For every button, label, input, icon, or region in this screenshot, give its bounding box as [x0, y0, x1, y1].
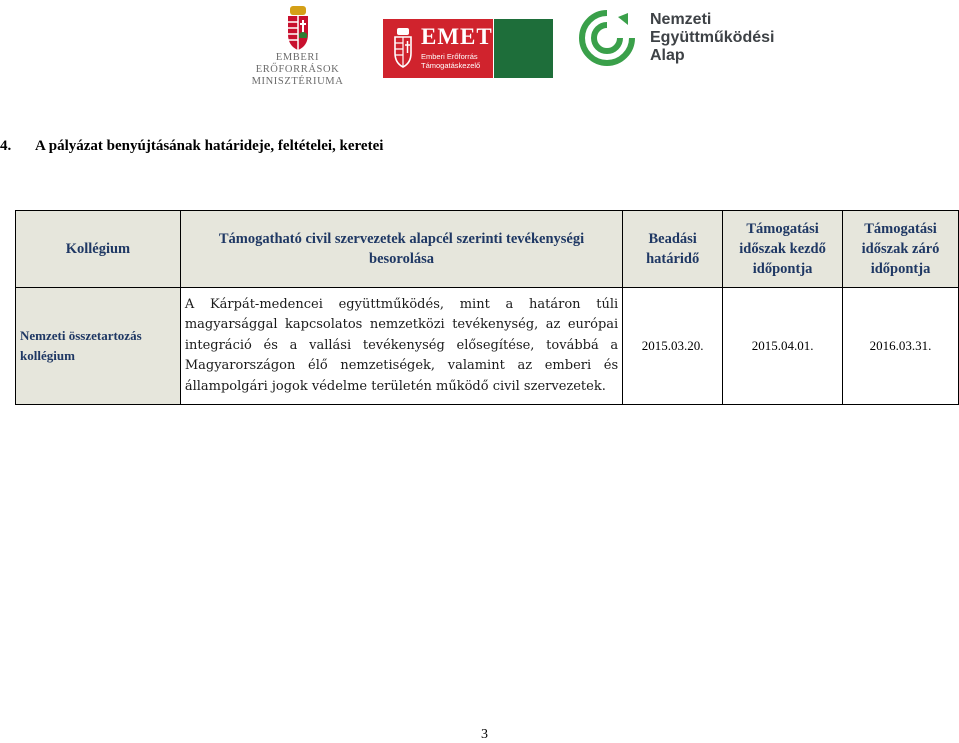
table-header-row: [16, 211, 959, 288]
header-deadline: Beadási határidő: [623, 211, 723, 288]
header-end: Támogatási időszak záró időpontja: [843, 211, 959, 288]
cell-end: 2016.03.31.: [843, 288, 959, 405]
cell-start: 2015.04.01.: [723, 288, 843, 405]
coat-of-arms-icon: [282, 4, 314, 52]
coat-of-arms-icon: [392, 27, 414, 69]
table-row: [16, 288, 959, 405]
section-heading: [0, 138, 383, 155]
emet-title: EMET: [421, 24, 493, 49]
ministry-logo: [240, 4, 355, 87]
nea-name-line3: Alap: [650, 47, 685, 64]
deadline-table: [15, 210, 959, 405]
nea-circle-icon: [578, 9, 636, 67]
emet-subtitle-line2: Támogatáskezelő: [421, 61, 481, 70]
page-number: 3: [481, 727, 488, 742]
emet-subtitle-line1: Emberi Erőforrás: [421, 52, 478, 61]
emet-logo-green-block: [494, 19, 553, 78]
header-college: Kollégium: [16, 211, 181, 288]
nea-name-line2: Együttműködési: [650, 29, 775, 46]
cell-description: A Kárpát-medencei együttműködés, mint a határon túli magyarsággal kapcsolatos nemzetközi tevékenység, az európai integráció és a vallási tevékenység elősegítése, továbbá a Magyarországon élő nemzetiségek, valamint az emberi és állampolgári jogok védelme területén működő civil szervezetek.: [180, 288, 622, 405]
nea-name: [650, 11, 774, 65]
header-start: Támogatási időszak kezdő időpontja: [723, 211, 843, 288]
section-title: A pályázat benyújtásának határideje, feltételei, keretei: [35, 138, 384, 154]
header-activity: Támogatható civil szervezetek alapcél szerinti tevékenységi besorolása: [180, 211, 622, 288]
emet-logo: [383, 19, 493, 78]
section-number: 4.: [0, 138, 12, 154]
ministry-name-line1: EMBERI ERŐFORRÁSOK: [255, 52, 340, 75]
emet-subtitle: [421, 52, 480, 70]
ministry-name-line2: MINISZTÉRIUMA: [251, 76, 344, 87]
nea-name-line1: Nemzeti: [650, 11, 712, 28]
logo-bar: [0, 0, 959, 90]
cell-deadline: 2015.03.20.: [623, 288, 723, 405]
cell-college: Nemzeti összetartozás kollégium: [16, 288, 181, 405]
nea-logo: [578, 7, 788, 69]
